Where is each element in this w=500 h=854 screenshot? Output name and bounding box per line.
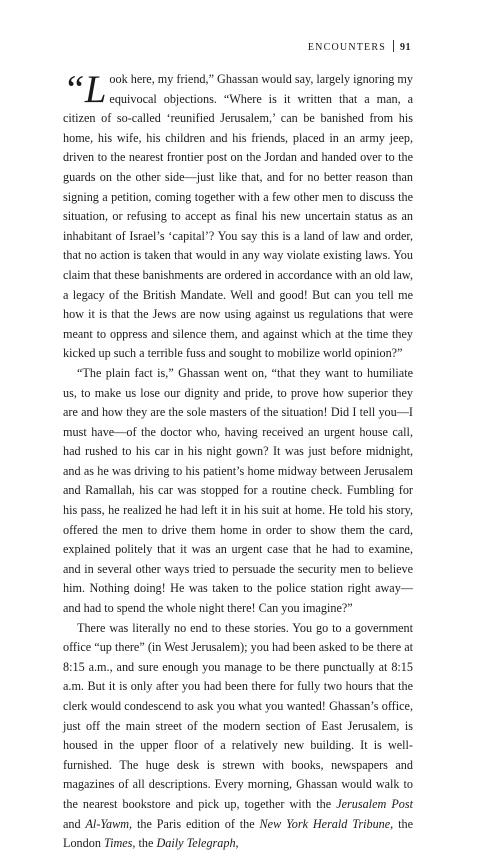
running-head-divider	[393, 40, 394, 52]
drop-cap-letter: L	[84, 68, 107, 111]
paragraph-1	[63, 70, 413, 364]
running-head	[308, 40, 411, 55]
publication-daily-telegraph: Daily Telegraph,	[156, 836, 239, 851]
publication-times: Times,	[103, 836, 136, 851]
paragraph-1-text: ook here, my friend,” Ghassan would say, largely ignoring my equivocal objections. “Where is it written that a man, a citizen of so-called ‘reunified Jerusalem,’ can be banished from his home, his wife, his children and his friends, placed in an army jeep, driven to the nearest frontier post on the Jordan and handed over to the guards on the other side—just like that, and for no better reason than signing a petition, coming together with a few other men to discuss the situation, or refusing to accept as final his new uncertain status as an inhabitant of Israel’s ‘capital’? You say this is a land of law and order, that no action is taken that would in any way violate existing laws. You claim that these banishments are ordered in accordance with an old law, a legacy of the British Mandate. Well and good! But can you tell me how it is that the Jews are now using against us regulations that were meant to oppress and silence them, and against which at the time they kicked up such a terrible fuss and sought to mobilize world opinion?”	[63, 72, 414, 361]
page-number: 91	[400, 42, 411, 53]
publication-jerusalem-post: Jerusalem Post	[336, 796, 413, 811]
drop-cap	[63, 68, 107, 111]
body-text	[63, 70, 413, 854]
paragraph-3-mid2: the London	[63, 816, 414, 851]
paragraph-3-text: There was literally no end to these stories. You go to a government office “up there” (in West Jerusalem); you had been asked to be there at 8:15 a.m., and sure enough you manage to be there punctually at 8:15 a.m. But it is only after you had been there for fully two hours that the clerk would condescend to ask you what you wanted! Ghassan’s office, just off the main street of the modern section of East Jerusalem, is housed in the upper floor of a relatively new building. It is well-furnished. The huge desk is strewn with books, newspapers and magazines of all descriptions. Every morning, Ghassan would walk to the nearest bookstore and pick up, together with the	[63, 620, 413, 811]
paragraph-2: “The plain fact is,” Ghassan went on, “that they want to humiliate us, to make us lose our dignity and pride, to prove how superior they are and how they are the sole masters of the situation! Did I tell you—I must have—of the doctor who, having received an urgent house call, had rushed to his car in his night gown? It was just before midnight, and as he was driving to his patient’s home midway between Jerusalem and Ramallah, his car was stopped for a routine check. Fumbling for his pass, he realized he had left it in his suit at home. He told his story, offered the men to drive them home in order to show them the card, explained politely that it was an urgent case that he had to examine, and in several other ways tried to persuade the security men to believe him. Nothing doing! He was taken to the police station right away—and had to spend the whole night there! Can you imagine?”	[63, 365, 413, 616]
paragraph-3-mid3: the	[135, 836, 157, 851]
paragraph-3-and: and	[63, 816, 86, 831]
drop-cap-quote: “	[63, 68, 85, 111]
publication-herald-tribune: New York Herald Tribune,	[259, 816, 394, 831]
paragraph-3	[63, 619, 413, 854]
paragraph-3-mid: the Paris edition of the	[132, 816, 260, 831]
publication-al-yawm: Al-Yawm,	[85, 816, 133, 831]
running-head-section: ENCOUNTERS	[307, 42, 386, 53]
